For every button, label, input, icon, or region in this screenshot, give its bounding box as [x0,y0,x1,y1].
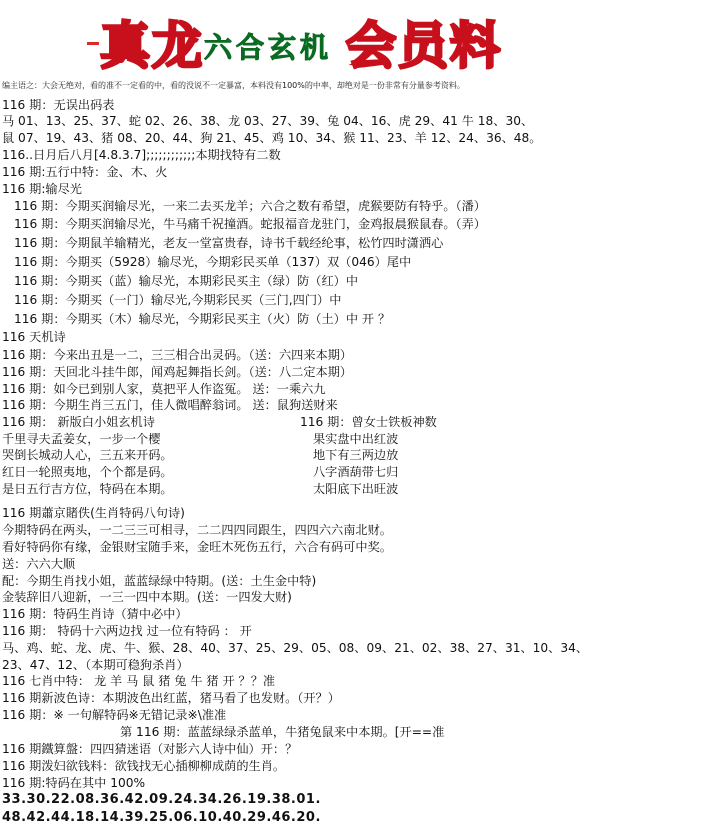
text-line: 23、47、12、（本期可稳狗杀肖） [2,658,189,672]
text-line: 今期特码在两头，一二三三可相寻，二二四四同跟生，四四六六南北财。 [2,523,392,537]
text-line: 116 期：※ 一句解特码※无错记录※\准准 [2,708,227,722]
number-line: 48.42.44.18.14.39.25.06.10.40.29.46.20. [2,810,321,825]
text-line: 116 期：曾女士铁板神数 [300,415,437,429]
text-line: 看好特码你有缘，金银财宝随手来，金旺木死伤五行，六合有码可中奖。 [2,540,392,554]
text-line: 116 期：今期买（5928）输尽光，今期彩民买单（137）双（046）尾中 [14,255,412,269]
text-line: 116 期： 特码十六两边找 过一位有特码 ： 开 [2,624,252,638]
text-line: 哭倒长城动人心，三五来开码。 [2,448,173,462]
header-banner [0,0,720,78]
text-line: 送：六六大顺 [2,557,76,571]
title-dash [87,42,99,45]
text-line: 马 01、13、25、37、蛇 02、26、38、龙 03、27、39、兔 04、16、虎 29、41 牛 18、30、 [2,114,534,128]
text-line: 太阳底下出旺波 [313,482,399,496]
text-line: 116 期:输尽光 [2,182,82,196]
text-line: 八字酒葫带七归 [313,465,399,479]
text-line: 116 期泼妇欲钱料：欲钱找无心插柳柳成荫的生肖。 [2,759,286,773]
text-line: 116 期:特码在其中 100% [2,776,146,790]
text-line: 116 期：今期鼠羊输精光，老友一堂富贵春，诗书千载经纶事，松竹四时潇洒心 [14,236,444,250]
text-line: 是日五行吉方位，特码在本期。 [2,482,173,496]
number-line: 33.30.22.08.36.42.09.24.34.26.19.38.01. [2,792,321,807]
text-line: 116 天机诗 [2,330,66,344]
text-line: 红日一轮照夷地，个个都是码。 [2,465,173,479]
text-line: 116 期：特码生肖诗（猜中必中） [2,607,188,621]
text-line: 116 期：今来出丑是一二，三三相合出灵码。（送：六四来本期） [2,348,353,362]
title-left: 真龙 [100,17,204,75]
text-line: 116 期蕭京賭佚(生肖特码八句诗) [2,506,185,520]
text-line: 116 期：今期买（木）输尽光，今期彩民买主（火）防（土）中 开 ？ [14,312,391,326]
text-line: 鼠 07、19、43、猪 08、20、44、狗 21、45、鸡 10、34、猴 11、23、羊 12、24、36、48。 [2,131,542,145]
text-line: 116 期鐵算盤：四四猜迷语（对影六人诗中仙）开：？ [2,742,298,756]
text-line: 地下有三两边放 [313,448,399,462]
text-line: 116 期：今期买润输尽光，牛马痛千祝撞酒。蛇报福音龙驻门，金鸡报晨猴鼠春。（弄） [14,217,486,231]
title-right: 会员料 [346,17,502,75]
editor-note: 编主语之：大会无绝对，看的准不一定看的中，看的没说不一定暴富，本料没有100%的中率，却绝对是一份非常有分量参考资料。 [2,81,465,90]
text-line: 配：今期生肖找小姐，蓝蓝绿绿中特期。(送：土生金中特) [2,574,317,588]
text-line: 116 期：今期生肖三五门，佳人微唱醉翁词。 送：鼠狗送财来 [2,398,338,412]
text-line: 116 期： 新版白小姐玄机诗 [2,415,155,429]
text-line: 马、鸡、蛇、龙、虎、牛、猴、28、40、37、25、29、05、08、09、21、02、38、27、31、10、34、 [2,641,589,655]
text-line: 116 期:五行中特：金、木、火 [2,165,168,179]
text-line: 116 期：天回北斗挂牛郎，闻鸡起舞指长剑。（送：八二定本期） [2,365,353,379]
text-line: 116..日月后八月[4.8.3.7];;;;;;;;;;;;本期找特有二数 [2,148,281,162]
text-line: 116 期：今期买（一门）输尽光,今期彩民买（三门,四门）中 [14,293,342,307]
text-line: 116 七肖中特： 龙 羊 马 鼠 猪 兔 牛 猪 开 ？？准 [2,674,276,688]
text-line: 116 期：今期买润输尽光，一来二去买龙羊；六合之数有希望，虎猴要防有特乎。（潘） [14,199,486,213]
text-line: 116 期：今期买（蓝）输尽光，本期彩民买主（绿）防（红）中 [14,274,359,288]
text-line: 果实盘中出红波 [313,432,399,446]
text-line: 千里寻夫孟姜女，一步一个樱 [2,432,161,446]
text-line: 116 期新波色诗：本期波色出红蓝，猪马看了也发财。（开？） [2,691,340,705]
text-line: 116 期：无误出码表 [2,98,115,112]
text-line: 第 116 期：蓝蓝绿绿杀蓝单，牛猪兔鼠来中本期。[开==准 [120,725,445,739]
text-line: 金装辞旧八迎新，一三一四中本期。(送：一四发大财) [2,590,292,604]
text-line: 116 期：如今已到别人家，莫把平人作盗冤。 送：一乘六九 [2,382,326,396]
title-mid: 六合玄机 [204,31,333,64]
